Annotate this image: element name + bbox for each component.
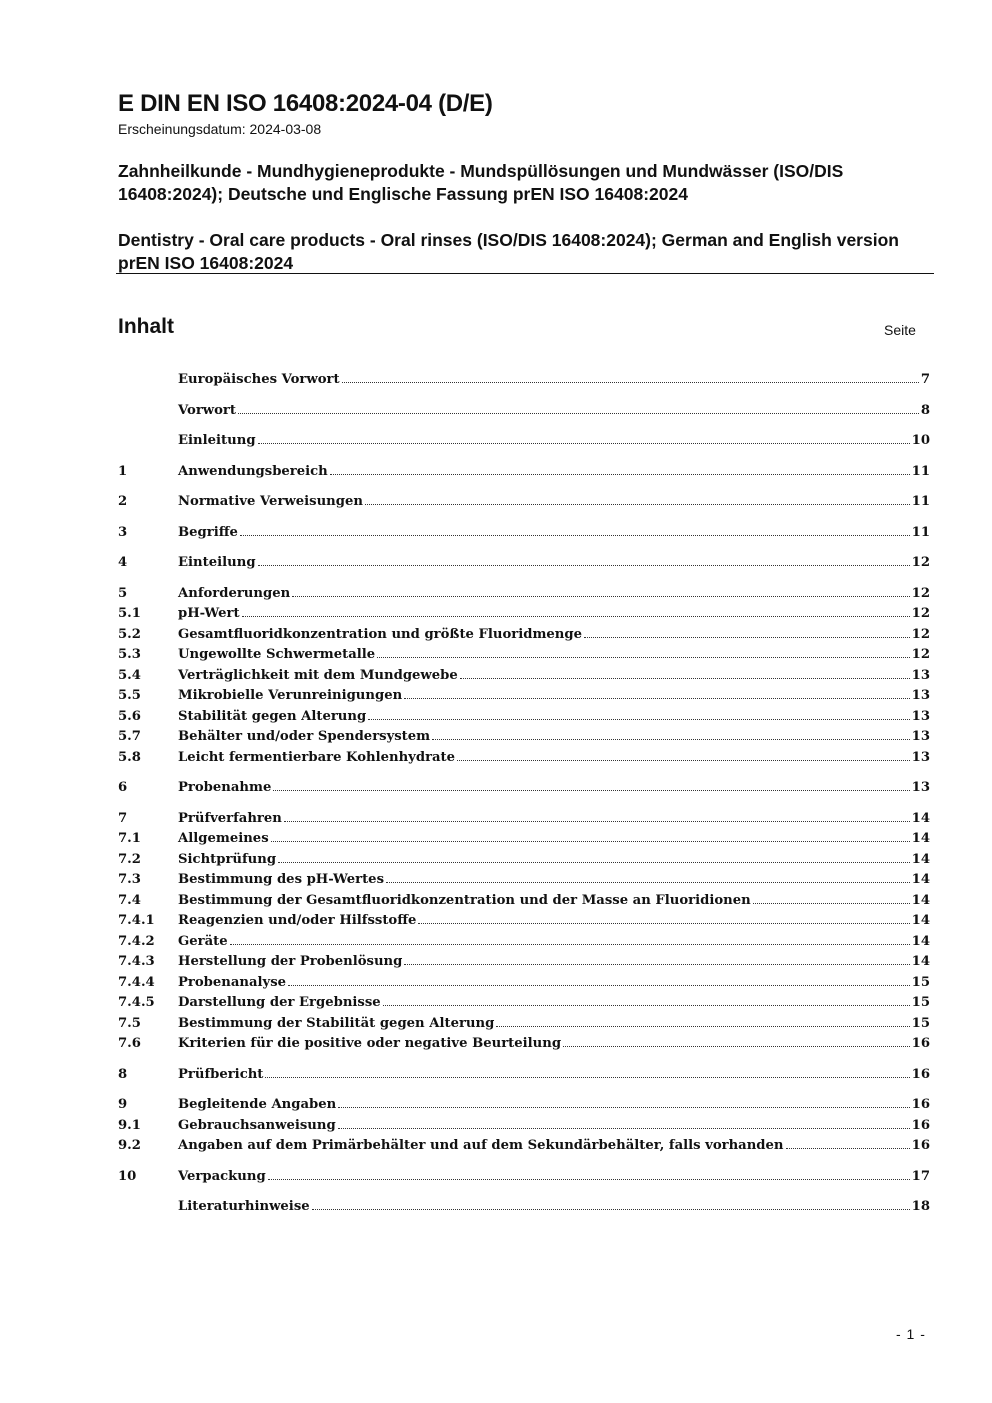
toc-dot-leader bbox=[292, 596, 909, 597]
toc-entry-page: 16 bbox=[911, 1097, 930, 1112]
toc-entry-page: 11 bbox=[911, 524, 930, 540]
toc-entry-page: 7 bbox=[920, 372, 930, 387]
toc-entry-page: 13 bbox=[911, 729, 930, 744]
toc-entry-title: Begriffe bbox=[178, 524, 238, 540]
footer-page-number: - 1 - bbox=[896, 1326, 926, 1342]
toc-entry[interactable] bbox=[118, 645, 930, 666]
toc-entry-title: Bestimmung der Gesamtfluoridkonzentration und der Masse an Fluoridionen bbox=[178, 892, 751, 908]
toc-dot-leader bbox=[278, 862, 910, 863]
toc-dot-leader bbox=[786, 1148, 910, 1149]
toc-entry[interactable] bbox=[118, 891, 930, 912]
toc-entry-number: 7.4.4 bbox=[118, 974, 155, 990]
toc-entry[interactable] bbox=[118, 401, 930, 422]
toc-entry-page: 16 bbox=[911, 1066, 930, 1082]
toc-entry[interactable] bbox=[118, 727, 930, 748]
toc-entry[interactable] bbox=[118, 666, 930, 687]
toc-entry-title: Verträglichkeit mit dem Mundgewebe bbox=[178, 667, 458, 683]
toc-entry-number: 5.2 bbox=[118, 626, 141, 642]
toc-entry-number: 9.2 bbox=[118, 1138, 141, 1153]
toc-entry-title: Darstellung der Ergebnisse bbox=[178, 995, 381, 1010]
toc-dot-leader bbox=[496, 1026, 909, 1027]
toc-entry-page: 11 bbox=[911, 463, 930, 479]
toc-entry[interactable] bbox=[118, 462, 930, 483]
toc-entry-page: 15 bbox=[911, 995, 930, 1010]
toc-dot-leader bbox=[368, 719, 909, 720]
toc-entry-title: Verpackung bbox=[178, 1168, 266, 1184]
toc-entry-page: 14 bbox=[911, 851, 930, 867]
toc-entry[interactable] bbox=[118, 523, 930, 544]
toc-entry-title: Probenahme bbox=[178, 780, 272, 795]
toc-entry-title: Kriterien für die positive oder negative Beurteilung bbox=[178, 1036, 562, 1051]
toc-entry-title: Geräte bbox=[178, 933, 228, 949]
document-id: E DIN EN ISO 16408:2024-04 (D/E) bbox=[118, 90, 493, 117]
toc-entry[interactable] bbox=[118, 1065, 930, 1086]
toc-entry-page: 13 bbox=[911, 749, 930, 765]
toc-entry-title: Einleitung bbox=[178, 433, 256, 448]
toc-entry[interactable] bbox=[118, 625, 930, 646]
toc-entry[interactable] bbox=[118, 1136, 930, 1157]
toc-dot-leader bbox=[268, 1179, 910, 1180]
toc-entry-title: Ungewollte Schwermetalle bbox=[178, 647, 376, 662]
toc-entry-number: 7.4.2 bbox=[118, 933, 155, 949]
toc-entry-page: 10 bbox=[911, 433, 930, 448]
toc-entry[interactable] bbox=[118, 1034, 930, 1055]
toc-entry-number: 5.5 bbox=[118, 688, 141, 703]
toc-entry[interactable] bbox=[118, 553, 930, 574]
toc-entry-title: Gesamtfluoridkonzentration und größte Fluoridmenge bbox=[178, 626, 582, 642]
toc-entry[interactable] bbox=[118, 707, 930, 728]
header-divider bbox=[116, 273, 934, 274]
toc-dot-leader bbox=[584, 637, 910, 638]
toc-entry[interactable] bbox=[118, 686, 930, 707]
toc-dot-leader bbox=[377, 657, 909, 658]
toc-dot-leader bbox=[338, 1107, 909, 1108]
toc-entry-title: Prüfverfahren bbox=[178, 810, 282, 826]
toc-entry-number: 7.4.3 bbox=[118, 954, 155, 969]
toc-entry-page: 16 bbox=[911, 1138, 930, 1153]
toc-entry-number: 7.4.5 bbox=[118, 995, 155, 1010]
toc-heading: Inhalt bbox=[118, 315, 174, 338]
toc-dot-leader bbox=[404, 964, 909, 965]
toc-entry-title: Gebrauchsanweisung bbox=[178, 1117, 336, 1133]
toc-entry[interactable] bbox=[118, 584, 930, 605]
toc-entry-title: Behälter und/oder Spendersystem bbox=[178, 729, 431, 744]
toc-entry-page: 13 bbox=[911, 708, 930, 724]
toc-dot-leader bbox=[460, 678, 910, 679]
toc-entry-title: Probenanalyse bbox=[178, 974, 287, 990]
toc-entry-title: Europäisches Vorwort bbox=[178, 372, 340, 387]
toc-entry-page: 8 bbox=[920, 402, 930, 418]
toc-entry-number: 5.1 bbox=[118, 606, 141, 621]
toc-entry[interactable] bbox=[118, 431, 930, 452]
toc-entry[interactable] bbox=[118, 870, 930, 891]
toc-entry-number: 8 bbox=[118, 1066, 128, 1082]
table-of-contents bbox=[118, 370, 930, 1218]
toc-dot-leader bbox=[258, 565, 910, 566]
toc-dot-leader bbox=[383, 1005, 910, 1006]
toc-entry-title: Begleitende Angaben bbox=[178, 1097, 337, 1112]
toc-entry[interactable] bbox=[118, 809, 930, 830]
toc-entry[interactable] bbox=[118, 911, 930, 932]
toc-entry[interactable] bbox=[118, 1197, 930, 1218]
toc-entry-page: 12 bbox=[911, 555, 930, 570]
toc-entry-number: 7.4.1 bbox=[118, 913, 155, 928]
toc-entry-page: 15 bbox=[911, 974, 930, 990]
toc-entry-page: 14 bbox=[911, 831, 930, 846]
toc-dot-leader bbox=[330, 474, 910, 475]
page-column-label: Seite bbox=[884, 322, 916, 338]
toc-entry[interactable] bbox=[118, 748, 930, 769]
toc-dot-leader bbox=[284, 821, 910, 822]
toc-entry-number: 5.8 bbox=[118, 749, 141, 765]
toc-entry[interactable] bbox=[118, 778, 930, 799]
toc-dot-leader bbox=[273, 790, 909, 791]
toc-entry-number: 4 bbox=[118, 555, 128, 570]
toc-entry-title: Allgemeines bbox=[178, 831, 269, 846]
toc-dot-leader bbox=[240, 535, 910, 536]
toc-dot-leader bbox=[238, 413, 919, 414]
toc-entry-page: 15 bbox=[911, 1015, 930, 1031]
toc-dot-leader bbox=[242, 616, 910, 617]
toc-entry-number: 7.3 bbox=[118, 872, 141, 887]
toc-entry-title: Anforderungen bbox=[178, 585, 291, 601]
toc-entry-page: 11 bbox=[911, 494, 930, 509]
toc-entry[interactable] bbox=[118, 370, 930, 391]
toc-entry-page: 12 bbox=[911, 626, 930, 642]
toc-entry-title: Leicht fermentierbare Kohlenhydrate bbox=[178, 749, 456, 765]
toc-dot-leader bbox=[563, 1046, 910, 1047]
toc-entry-title: Einteilung bbox=[178, 555, 256, 570]
toc-dot-leader bbox=[288, 985, 910, 986]
toc-entry-title: Reagenzien und/oder Hilfsstoffe bbox=[178, 913, 417, 928]
toc-entry[interactable] bbox=[118, 932, 930, 953]
toc-entry-page: 14 bbox=[911, 933, 930, 949]
toc-entry-number: 6 bbox=[118, 780, 128, 795]
title-german: Zahnheilkunde - Mundhygieneprodukte - Mundspüllösungen und Mundwässer (ISO/DIS 16408:2024); Deutsche und Englische Fassung prEN ISO 16408:2024 bbox=[118, 161, 844, 204]
toc-entry[interactable] bbox=[118, 604, 930, 625]
title-english: Dentistry - Oral care products - Oral rinses (ISO/DIS 16408:2024); German and English version prEN ISO 16408:2024 bbox=[118, 230, 899, 273]
toc-entry-title: Angaben auf dem Primärbehälter und auf dem Sekundärbehälter, falls vorhanden bbox=[178, 1138, 784, 1153]
toc-entry[interactable] bbox=[118, 850, 930, 871]
toc-entry-title: Anwendungsbereich bbox=[178, 463, 328, 479]
toc-entry-number: 7.4 bbox=[118, 892, 141, 908]
toc-entry-number: 5 bbox=[118, 585, 128, 601]
toc-entry-page: 14 bbox=[911, 913, 930, 928]
toc-entry-number: 1 bbox=[118, 463, 128, 479]
toc-dot-leader bbox=[753, 903, 910, 904]
toc-dot-leader bbox=[271, 841, 910, 842]
toc-entry[interactable] bbox=[118, 1095, 930, 1116]
toc-dot-leader bbox=[365, 504, 910, 505]
toc-entry[interactable] bbox=[118, 829, 930, 850]
toc-entry-page: 14 bbox=[911, 954, 930, 969]
toc-entry-number: 2 bbox=[118, 494, 128, 509]
toc-entry-number: 7.6 bbox=[118, 1036, 141, 1051]
toc-dot-leader bbox=[312, 1209, 910, 1210]
toc-entry-number: 7.5 bbox=[118, 1015, 141, 1031]
toc-entry-title: Sichtprüfung bbox=[178, 851, 277, 867]
toc-entry[interactable] bbox=[118, 1116, 930, 1137]
toc-entry-number: 10 bbox=[118, 1168, 137, 1184]
toc-dot-leader bbox=[457, 760, 910, 761]
toc-entry-title: Mikrobielle Verunreinigungen bbox=[178, 688, 403, 703]
toc-entry-title: pH-Wert bbox=[178, 606, 240, 621]
toc-entry-number: 5.6 bbox=[118, 708, 141, 724]
toc-entry-number: 9 bbox=[118, 1097, 128, 1112]
toc-entry-title: Stabilität gegen Alterung bbox=[178, 708, 367, 724]
toc-entry-number: 3 bbox=[118, 524, 128, 540]
toc-entry-title: Herstellung der Probenlösung bbox=[178, 954, 403, 969]
toc-entry-title: Normative Verweisungen bbox=[178, 494, 363, 509]
toc-entry-page: 16 bbox=[911, 1117, 930, 1133]
toc-dot-leader bbox=[404, 698, 909, 699]
toc-entry[interactable] bbox=[118, 492, 930, 513]
toc-entry-page: 13 bbox=[911, 667, 930, 683]
toc-entry-page: 17 bbox=[911, 1168, 930, 1184]
toc-entry-page: 14 bbox=[911, 872, 930, 887]
toc-entry-title: Bestimmung des pH-Wertes bbox=[178, 872, 384, 887]
toc-dot-leader bbox=[418, 923, 909, 924]
publication-date: Erscheinungsdatum: 2024-03-08 bbox=[118, 121, 322, 137]
toc-entry[interactable] bbox=[118, 1167, 930, 1188]
toc-dot-leader bbox=[432, 739, 910, 740]
toc-entry[interactable] bbox=[118, 973, 930, 994]
toc-entry-number: 9.1 bbox=[118, 1117, 141, 1133]
toc-entry-number: 7.1 bbox=[118, 831, 141, 846]
toc-entry-page: 12 bbox=[911, 606, 930, 621]
toc-entry[interactable] bbox=[118, 1014, 930, 1035]
toc-entry-number: 5.4 bbox=[118, 667, 141, 683]
toc-dot-leader bbox=[265, 1077, 909, 1078]
toc-entry-page: 14 bbox=[911, 810, 930, 826]
toc-entry-title: Prüfbericht bbox=[178, 1066, 264, 1082]
toc-entry-page: 18 bbox=[911, 1199, 930, 1214]
toc-entry-number: 7.2 bbox=[118, 851, 141, 867]
toc-dot-leader bbox=[342, 382, 919, 383]
toc-entry-page: 13 bbox=[911, 688, 930, 703]
toc-entry-page: 12 bbox=[911, 585, 930, 601]
toc-dot-leader bbox=[230, 944, 910, 945]
toc-entry-page: 13 bbox=[911, 780, 930, 795]
toc-entry-page: 16 bbox=[911, 1036, 930, 1051]
toc-entry[interactable] bbox=[118, 952, 930, 973]
toc-entry-title: Bestimmung der Stabilität gegen Alterung bbox=[178, 1015, 495, 1031]
toc-entry-number: 5.3 bbox=[118, 647, 141, 662]
toc-dot-leader bbox=[258, 443, 910, 444]
toc-entry-number: 7 bbox=[118, 810, 128, 826]
toc-dot-leader bbox=[386, 882, 910, 883]
toc-entry[interactable] bbox=[118, 993, 930, 1014]
toc-entry-title: Literaturhinweise bbox=[178, 1199, 310, 1214]
toc-entry-page: 14 bbox=[911, 892, 930, 908]
toc-entry-page: 12 bbox=[911, 647, 930, 662]
toc-dot-leader bbox=[338, 1128, 910, 1129]
toc-entry-number: 5.7 bbox=[118, 729, 141, 744]
toc-entry-title: Vorwort bbox=[178, 402, 236, 418]
